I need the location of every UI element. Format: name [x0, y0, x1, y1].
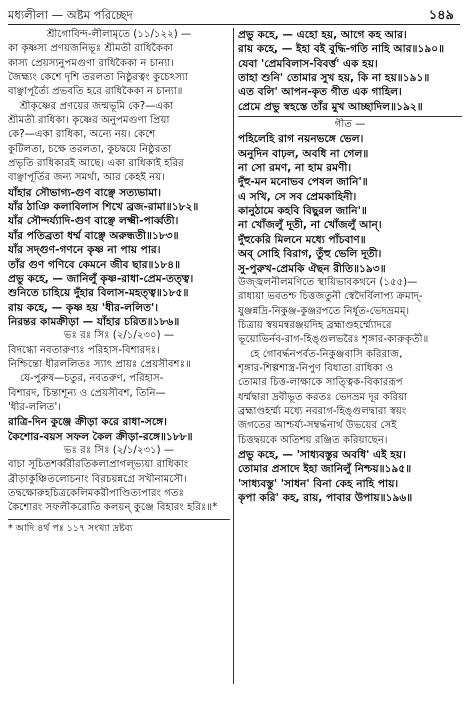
verse-line: প্রভু কহে, — জানিলুঁ কৃষ্ণ-রাধা-প্রেম-তত্ত্ব।: [8, 272, 194, 285]
verse-line: তাহা শুনি' তোমার সুখ হয়, কি না হয়॥১৯১॥: [238, 72, 430, 85]
verse-line: 'সাধ্যবস্তু' 'সাধন' বিনা কেহ নাহি পায়।: [238, 477, 399, 490]
verse-line: যাঁর সদ্গুণ-গণনে কৃষ্ণ না পায় পার।: [8, 244, 161, 257]
verse-line: এ সখি, সে সব প্রেমকাহিনী।: [238, 190, 357, 203]
verse-line: যাঁর ঠাঞি কলাবিলাস শিখে ব্রজ-রামা॥১৮২॥: [8, 201, 199, 214]
text-line: তদ্বক্ষোরুহচিত্রকেলিমকরীপাণ্ডিত্যপারং গতঃ: [8, 488, 184, 499]
text-line: ভঃ রঃ সিঃ (২/১/২৩১) —: [63, 444, 175, 456]
verse-line: এত বলি' আপন-কৃত গীত এক গাহিল।: [238, 86, 402, 99]
text-line: শ্রীগোবিন্দ-লীলামৃতে (১১/১২২) —: [46, 29, 192, 40]
text-line: নিশ্চিন্তো ধীরললিতঃ স্যাৎ প্রায়ঃ প্রেয়সীবশঃ॥: [8, 358, 191, 370]
text-line: কুটিলতা, চক্ষে তরলতা, কুচদ্বয়ে নিষ্ঠুরতা: [8, 143, 172, 155]
right-column: [238, 28, 462, 505]
verse-line: তাঁর গুণ গণিবে কেমনে জীব ছার॥১৮৪॥: [8, 258, 181, 271]
verse-line: কানুঠামে কহবি বিছুরল জানি'॥: [238, 205, 367, 218]
verse-line: রাত্রি-দিন কুঞ্জে ক্রীড়া করে রাধা-সঙ্গে।: [8, 416, 167, 429]
text-line: বাঞ্ছাপূর্তির জন্য সমর্থা, আর কেহই নয়।: [8, 172, 165, 184]
verse-line: নিরন্তর কামক্রীড়া — যাঁহার চরিত॥১৮৬॥: [8, 315, 180, 328]
text-line: তোমার চিত্ত-লাক্ষাকে সাত্ত্বিক-বিকাররূপ: [238, 377, 403, 389]
verse-line: যেবা 'প্রেমবিলাস-বিবর্ত্ত' এক হয়।: [238, 57, 378, 70]
verse-line: অনুদিন বাঢ়ল, অবধি না গেল॥: [238, 147, 369, 160]
verse-line: রায় কহে, — কৃষ্ণ হয় 'ধীর-ললিত'।: [8, 301, 159, 314]
verse-line: না সো রমণ, না হাম রমণী।: [238, 162, 352, 175]
text-line: 'ধীর-ললিত'।: [8, 401, 61, 413]
text-line: কা কৃষ্ণস্য প্রণয়জনিভূঃ শ্রীমতী রাধিকৈকা: [8, 43, 174, 55]
text-line: কে?—একা রাধিকা, অন্যে নয়। কেশে: [8, 129, 156, 141]
verse-line: পহিলেহি রাগ নয়নভঙ্গে ভেল।: [238, 133, 364, 146]
verse-line: সু-পুরুখ-প্রেমকি ঐছন রীতি॥১৯৩॥: [238, 262, 386, 275]
text-line: প্রভৃতি রাধিকারই আছে। একা রাধিকাই হরির: [8, 158, 184, 170]
text-line: ব্রহ্মাণ্ডহর্ম্ম্য মধ্যে নবরাগ-হিঙ্গুলদ্বারা স্বয়ং: [238, 405, 407, 417]
text-line: যুঞ্জন্নদ্রি-নিকুঞ্জ-কুঞ্জরপতে নির্ধূত-ভেদভ্রমম্।: [238, 305, 410, 317]
running-head: মধ্যলীলা — অষ্টম পরিচ্ছেদ: [8, 8, 133, 22]
text-line: শ্রীমতী রাধিকা। কৃষ্ণের অনুপমগুণা প্রিয়া: [8, 115, 170, 127]
text-line: কৈশোরং সফলীকরোতি কলয়ন্ কুঞ্জে বিহারং হরিঃ॥*: [8, 502, 218, 514]
text-line: ধর্ম্মদ্বারা দ্রবীভূত করতঃ ভেদভ্রম দূর করিয়া: [238, 391, 408, 403]
verse-line: প্রেমে প্রভু স্বহস্তে তাঁর মুখ আচ্ছাদিল॥১৯২॥: [238, 100, 423, 113]
verse-line: শুনিতে চাহিয়ে দুঁহার বিলাস-মহত্ত্ব॥১৮৫॥: [8, 287, 189, 300]
text-line: বিদগ্ধো নবতারুণ্যঃ পরিহাস-বিশারদঃ।: [8, 344, 160, 356]
text-line: জগতের আশ্চর্য্য-সম্বর্দ্ধনার্থ উভয়ের সেই: [238, 420, 397, 432]
text-line: হে গোবর্দ্ধনপর্বত-নিকুঞ্জবাসি করিরাজ,: [250, 348, 403, 360]
text-line: কাস্য প্রেয়স্যনুপমগুণা রাধিকৈকা ন চান্যা।: [8, 57, 174, 69]
verse-line: প্রভু কহে, — এহো হয়, আগে কহ আর।: [238, 29, 407, 41]
page-number: ১৪৯: [428, 8, 454, 23]
text-line: ভূয়োভির্নব-রাগ-হিঙ্গুলভরৈঃ শৃঙ্গার-কারুকৃতী॥: [238, 334, 429, 346]
text-line: বাঞ্ছাপূর্ত্যৈ প্রভবতি হরে রাধিকৈকা ন চান্যা॥: [8, 86, 183, 98]
text-line: চিত্তদ্বয়কে অতিশয় রঞ্জিত করিয়াছেন।: [238, 434, 388, 446]
column-divider: [233, 28, 234, 684]
verse-line: যাঁহার সৌভাগ্য-গুণ বাঞ্ছে সত্যভামা।: [8, 186, 162, 199]
text-line: ভঃ রঃ সিঃ (২/১/২৩০) —: [63, 330, 175, 342]
text-line: উজ্জ্বলনীলমণিতে স্থায়িভাবকথনে (১৫৫)—: [238, 276, 418, 288]
footnote: * আদি ৪র্থ পঃ ১১৭ সংখ্যা দ্রষ্টব্য: [8, 519, 230, 536]
verse-line: যাঁর পতিব্রতা ধর্ম্ম বাঞ্ছে অরুন্ধতী॥১৮৩॥: [8, 229, 179, 242]
verse-line: যাঁর সৌন্দর্য্যাদি-গুণ বাঞ্ছে লক্ষ্মী-পার্ব্বতী।: [8, 215, 179, 228]
verse-line: অব্ সোহি বিরাগ, তুঁহু ভেলি দূতী।: [238, 248, 382, 261]
verse-line: কৈশোর-বয়স সফল কৈল ক্রীড়া-রঙ্গে॥১৮৮॥: [8, 430, 193, 443]
verse-line: রায় কহে, — ইহা বই বুদ্ধি-গতি নাহি আর॥১৯০॥: [238, 43, 445, 56]
verse-line: দুঁহু-মন মনোভব পেষল জানি'॥: [238, 176, 368, 189]
left-column: [8, 28, 230, 536]
text-line: বিশারদ, চিন্তাশূন্য ও প্রেয়সীবশ, তিনি—: [8, 387, 166, 399]
text-line: যে-পুরুষ—চতুর, নবতরুণ, পরিহাস-: [20, 373, 164, 385]
verse-line: প্রভু কহে, — 'সাধ্যবস্তুর অবধি' এই হয়।: [238, 448, 406, 461]
page-header: [8, 4, 460, 24]
text-line: রাধায়া ভবতশ্চ চিত্তজতুনী স্বেদৈর্বিলাপ্য ক্রমাদ্-: [238, 291, 423, 303]
text-line: জৈহ্ম্যং কেশে দৃশি তরলতা নিষ্ঠুরত্বং কুচেঽস্যা: [8, 72, 188, 84]
text-line: শৃঙ্গার-শিল্পশাস্ত্র-নিপুণ বিধাতা রাধিকা ও: [238, 362, 394, 374]
verse-line: কৃপা করি' কহ, রায়, পাবার উপায়॥১৯৬॥: [238, 492, 413, 504]
verse-line: না খোঁজলুঁ দূতী, না খোঁজলুঁ আন্।: [238, 219, 382, 232]
verse-line: দুঁহুকেরি মিলনে মধ্যে পাঁচবাণ॥: [238, 233, 366, 246]
text-line: গীত —: [334, 119, 366, 131]
verse-line: তোমার প্রসাদে ইহা জানিলুঁ নিশ্চয়॥১৯৫॥: [238, 463, 412, 476]
section-rule: [238, 116, 462, 117]
text-line: শ্রীকৃষ্ণের প্রণয়ের জন্মভূমি কে?—একা: [20, 100, 174, 112]
text-line: ব্রীড়াকুঞ্চিতলোচনাং বিরচয়ন্নগ্রে সখীনামসৌ।: [8, 473, 187, 485]
header-rule: [8, 24, 460, 25]
text-line: বাচা সূচিতশর্ব্বরীরতিকলাপ্রাগল্ভ্যয়া রাধিকাং: [8, 459, 189, 471]
text-line: চিত্রায় স্বয়মন্বরঞ্জয়দিহ ব্রহ্মাণ্ডহর্ম্ম্যোদরে: [238, 319, 392, 331]
